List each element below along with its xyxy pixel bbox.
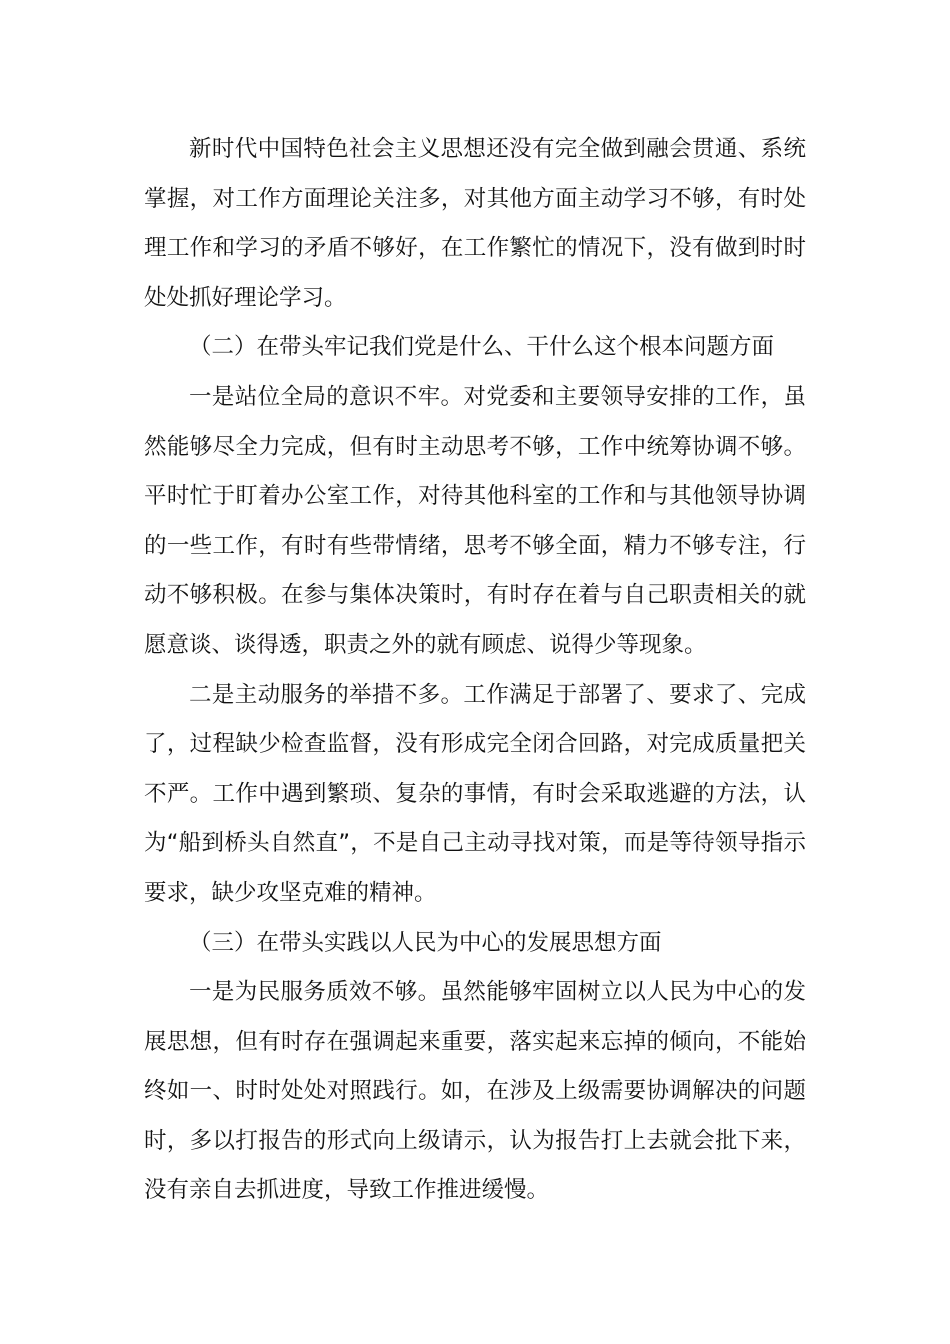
paragraph-service-measures: 二是主动服务的举措不多。工作满足于部署了、要求了、完成了，过程缺少检查监督，没有形成完全闭合回路，对完成质量把关不严。工作中遇到繁琐、复杂的事情，有时会采取逃避的方法，认为“船到桥头自然直”，不是自己主动寻找对策，而是等待领导指示要求，缺少攻坚克难的精神。	[144, 681, 806, 906]
section-heading-2: （二）在带头牢记我们党是什么、干什么这个根本问题方面	[189, 334, 775, 361]
section-heading-3: （三）在带头实践以人民为中心的发展思想方面	[189, 929, 662, 956]
paragraph-overall-awareness: 一是站位全局的意识不牢。对党委和主要领导安排的工作，虽然能够尽全力完成，但有时主动思考不够，工作中统筹协调不够。平时忙于盯着办公室工作，对待其他科室的工作和与其他领导协调的一些工作，有时有些带情绪，思考不够全面，精力不够专注，行动不够积极。在参与集体决策时，有时存在着与自己职责相关的就愿意谈、谈得透，职责之外的就有顾虑、说得少等现象。	[144, 383, 806, 658]
paragraph-service-effectiveness: 一是为民服务质效不够。虽然能够牢固树立以人民为中心的发展思想，但有时存在强调起来重要，落实起来忘掉的倾向，不能始终如一、时时处处对照践行。如，在涉及上级需要协调解决的问题时，多以打报告的形式向上级请示，认为报告打上去就会批下来，没有亲自去抓进度，导致工作推进缓慢。	[144, 979, 806, 1204]
paragraph-theory-study: 新时代中国特色社会主义思想还没有完全做到融会贯通、系统掌握，对工作方面理论关注多，对其他方面主动学习不够，有时处理工作和学习的矛盾不够好，在工作繁忙的情况下，没有做到时时处处抓好理论学习。	[144, 136, 806, 311]
document-body	[144, 125, 806, 1216]
